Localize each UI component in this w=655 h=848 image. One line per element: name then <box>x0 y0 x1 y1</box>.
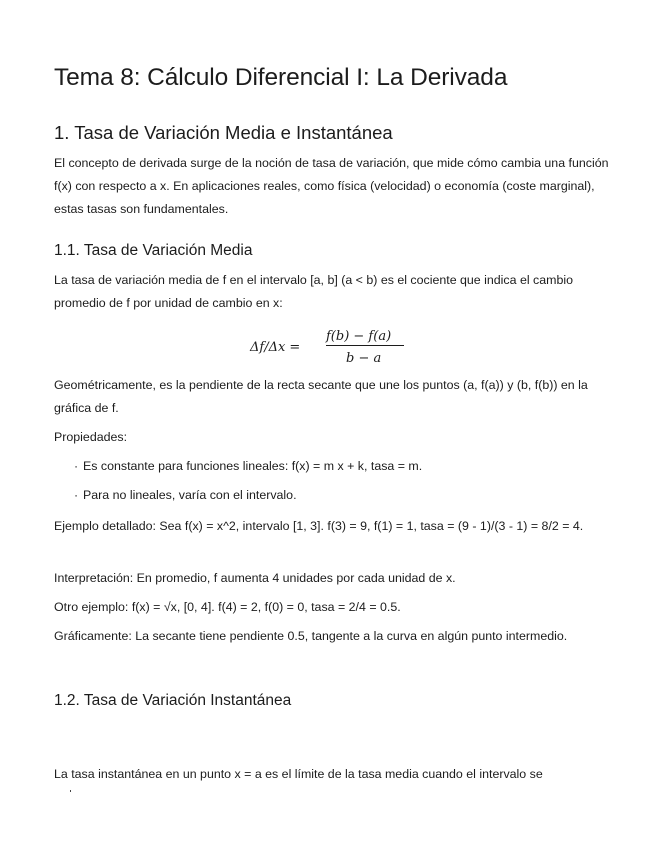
interpretation-paragraph: Interpretación: En promedio, f aumenta 4 unidades por cada unidad de x. <box>54 571 456 585</box>
bullet-icon: · <box>74 488 79 502</box>
bullet-icon: · <box>74 459 79 473</box>
geometric-paragraph: Geométricamente, es la pendiente de la recta secante que une los puntos (a, f(a)) y (b, f(b)) en la gráfica de f. <box>54 378 588 415</box>
formula-denominator: b − a <box>346 351 382 366</box>
example-paragraph: Ejemplo detallado: Sea f(x) = x^2, intervalo [1, 3]. f(3) = 9, f(1) = 1, tasa = (9 - 1)/(3 - 1) = 8/2 = 4. <box>54 519 584 533</box>
list-item: · Para no lineales, varía con el intervalo. <box>74 484 297 507</box>
subsection-heading: 1.1. Tasa de Variación Media <box>54 242 253 259</box>
graphic-paragraph: Gráficamente: La secante tiene pendiente 0.5, tangente a la curva en algún punto intermedio. <box>54 629 568 643</box>
formula-lhs: Δf/Δx = <box>250 340 301 355</box>
instantaneous-paragraph: La tasa instantánea en un punto x = a es el límite de la tasa media cuando el intervalo se <box>54 767 543 781</box>
page-title: Tema 8: Cálculo Diferencial I: La Derivada <box>54 64 508 91</box>
subsection-heading: 1.2. Tasa de Variación Instantánea <box>54 692 292 709</box>
section-heading: 1. Tasa de Variación Media e Instantánea <box>54 122 393 143</box>
text-fragment <box>70 790 71 792</box>
intro-paragraph: El concepto de derivada surge de la noción de tasa de variación, que mide cómo cambia una función f(x) con respecto a x. En aplicaciones reales, como física (velocidad) o economía (coste marginal), estas tasas son fundamentales. <box>54 156 609 216</box>
average-rate-formula <box>250 327 420 371</box>
formula-numerator: f(b) − f(a) <box>326 329 392 344</box>
definition-paragraph: La tasa de variación media de f en el intervalo [a, b] (a < b) es el cociente que indica el cambio promedio de f por unidad de cambio en x: <box>54 273 573 310</box>
fraction-bar <box>326 345 404 346</box>
properties-label: Propiedades: <box>54 430 128 444</box>
list-item: · Es constante para funciones lineales: f(x) = m x + k, tasa = m. <box>74 455 422 478</box>
other-example-paragraph: Otro ejemplo: f(x) = √x, [0, 4]. f(4) = 2, f(0) = 0, tasa = 2/4 = 0.5. <box>54 600 401 614</box>
